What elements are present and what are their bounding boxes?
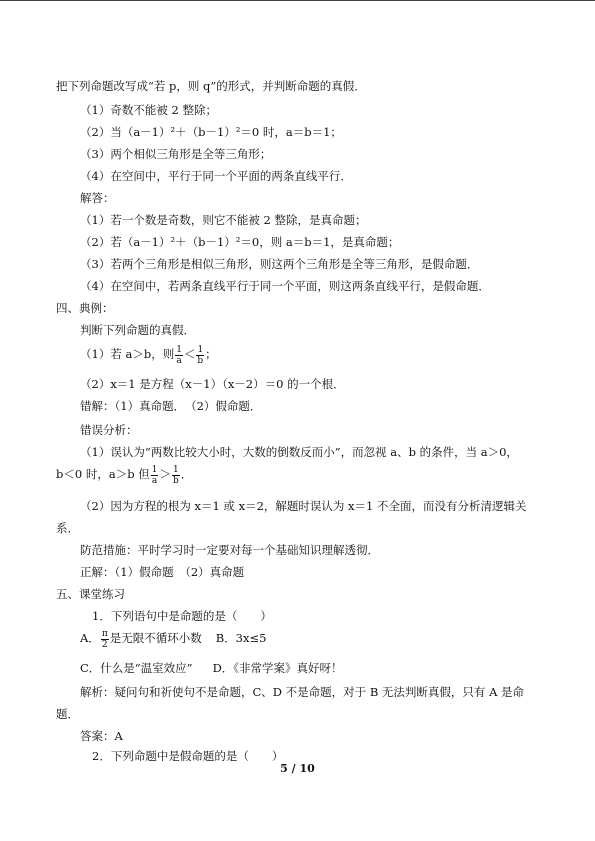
example-item-1: [0, 342, 217, 366]
punctuation: ．: [180, 467, 193, 481]
question-1-options-ab: [0, 626, 266, 650]
prevention-measures: 防范措施：平时学习时一定要对每一个基础知识理解透彻．: [80, 543, 379, 557]
error-analysis-1-line2-text: b＜0 时，a＞b 但: [56, 467, 150, 481]
question-1-options-cd: [0, 660, 343, 676]
error-analysis-2-line1: （2）因为方程的根为 x＝1 或 x＝2，解题时误认为 x＝1 不全面，而没有分析清逻辑关: [80, 499, 527, 513]
example-item-1-text: （1）若 a＞b，则: [80, 347, 175, 361]
question-1-analysis-line1: 解析：疑问句和祈使句不是命题，C、D 不是命题，对于 B 无法判断真假，只有 A 是命: [80, 685, 525, 699]
question-2: 2．下列命题中是假命题的是（ ）: [92, 749, 284, 763]
answer-1: （1）若一个数是奇数，则它不能被 2 整除，是真命题；: [80, 213, 367, 227]
question-1: 1．下列语句中是命题的是（ ）: [92, 609, 272, 623]
option-d: D．《非常学案》真好呀！: [212, 661, 343, 675]
question-1-answer: 答案：A: [80, 729, 123, 743]
error-analysis-label: 错误分析：: [80, 423, 138, 437]
answer-3: （3）若两个三角形是相似三角形，则这两个三角形是全等三角形，是假命题．: [80, 257, 479, 271]
denominator: b: [172, 475, 179, 486]
option-a-text: 是无限不循环小数: [109, 631, 202, 645]
exercise-item-3: （3）两个相似三角形是全等三角形；: [80, 147, 272, 161]
numerator: 1: [172, 464, 179, 475]
error-analysis-1-line1: （1）误认为“两数比较大小时，大数的倒数反而小”，而忽视 a、b 的条件，当 a＞0，: [80, 445, 518, 459]
option-b: B．3x≤5: [215, 631, 267, 645]
fraction-1-over-a: [175, 345, 183, 366]
option-a-label: A．: [80, 631, 100, 645]
correct-solution: 正解：（1）假命题 （2）真命题: [80, 565, 245, 579]
section5-heading: 五、课堂练习: [56, 587, 125, 601]
answer-4: （4）在空间中，若两条直线平行于同一个平面，则这两条直线平行，是假命题．: [80, 279, 490, 293]
wrong-solution: 错解：（1）真命题． （2）假命题．: [80, 399, 262, 413]
exercise-item-4: （4）在空间中，平行于同一个平面的两条直线平行．: [80, 169, 352, 183]
operator: ＜: [183, 347, 196, 361]
punctuation: ；: [205, 347, 217, 361]
section4-intro: 判断下列命题的真假．: [80, 323, 195, 337]
fraction-pi-over-2: [101, 629, 109, 650]
numerator: 1: [176, 344, 182, 355]
denominator: 2: [101, 639, 108, 650]
numerator: π: [101, 628, 108, 639]
answer-label: 解答：: [80, 191, 115, 205]
error-analysis-1-line2: [0, 462, 192, 486]
top-rule: [0, 0, 595, 1]
exercise-item-2: （2）当（a－1）²＋（b－1）²＝0 时，a＝b＝1；: [80, 125, 342, 139]
exercise-item-1: （1）奇数不能被 2 整除；: [80, 103, 217, 117]
answer-2: （2）若（a－1）²＋（b－1）²＝0，则 a＝b＝1，是真命题；: [80, 235, 400, 249]
error-analysis-2-line2: 系．: [56, 521, 79, 535]
numerator: 1: [151, 464, 158, 475]
denominator: a: [151, 475, 158, 486]
denominator: a: [176, 355, 182, 366]
question-1-analysis-line2: 题．: [56, 707, 79, 721]
page-number: 5 / 10: [280, 762, 315, 775]
numerator: 1: [197, 344, 204, 355]
example-item-2: （2）x＝1 是方程（x－1）（x－2）＝0 的一个根．: [80, 377, 345, 391]
operator: ＞: [159, 467, 171, 481]
fraction-1-over-b: [172, 465, 180, 486]
fraction-1-over-a: [151, 465, 159, 486]
option-c: C．什么是“温室效应”: [80, 661, 193, 675]
fraction-1-over-b: [196, 345, 204, 366]
exercise-intro: 把下列命题改写成“若 p，则 q”的形式，并判断命题的真假．: [56, 79, 366, 93]
section4-heading: 四、典例：: [56, 301, 114, 315]
denominator: b: [197, 355, 204, 366]
